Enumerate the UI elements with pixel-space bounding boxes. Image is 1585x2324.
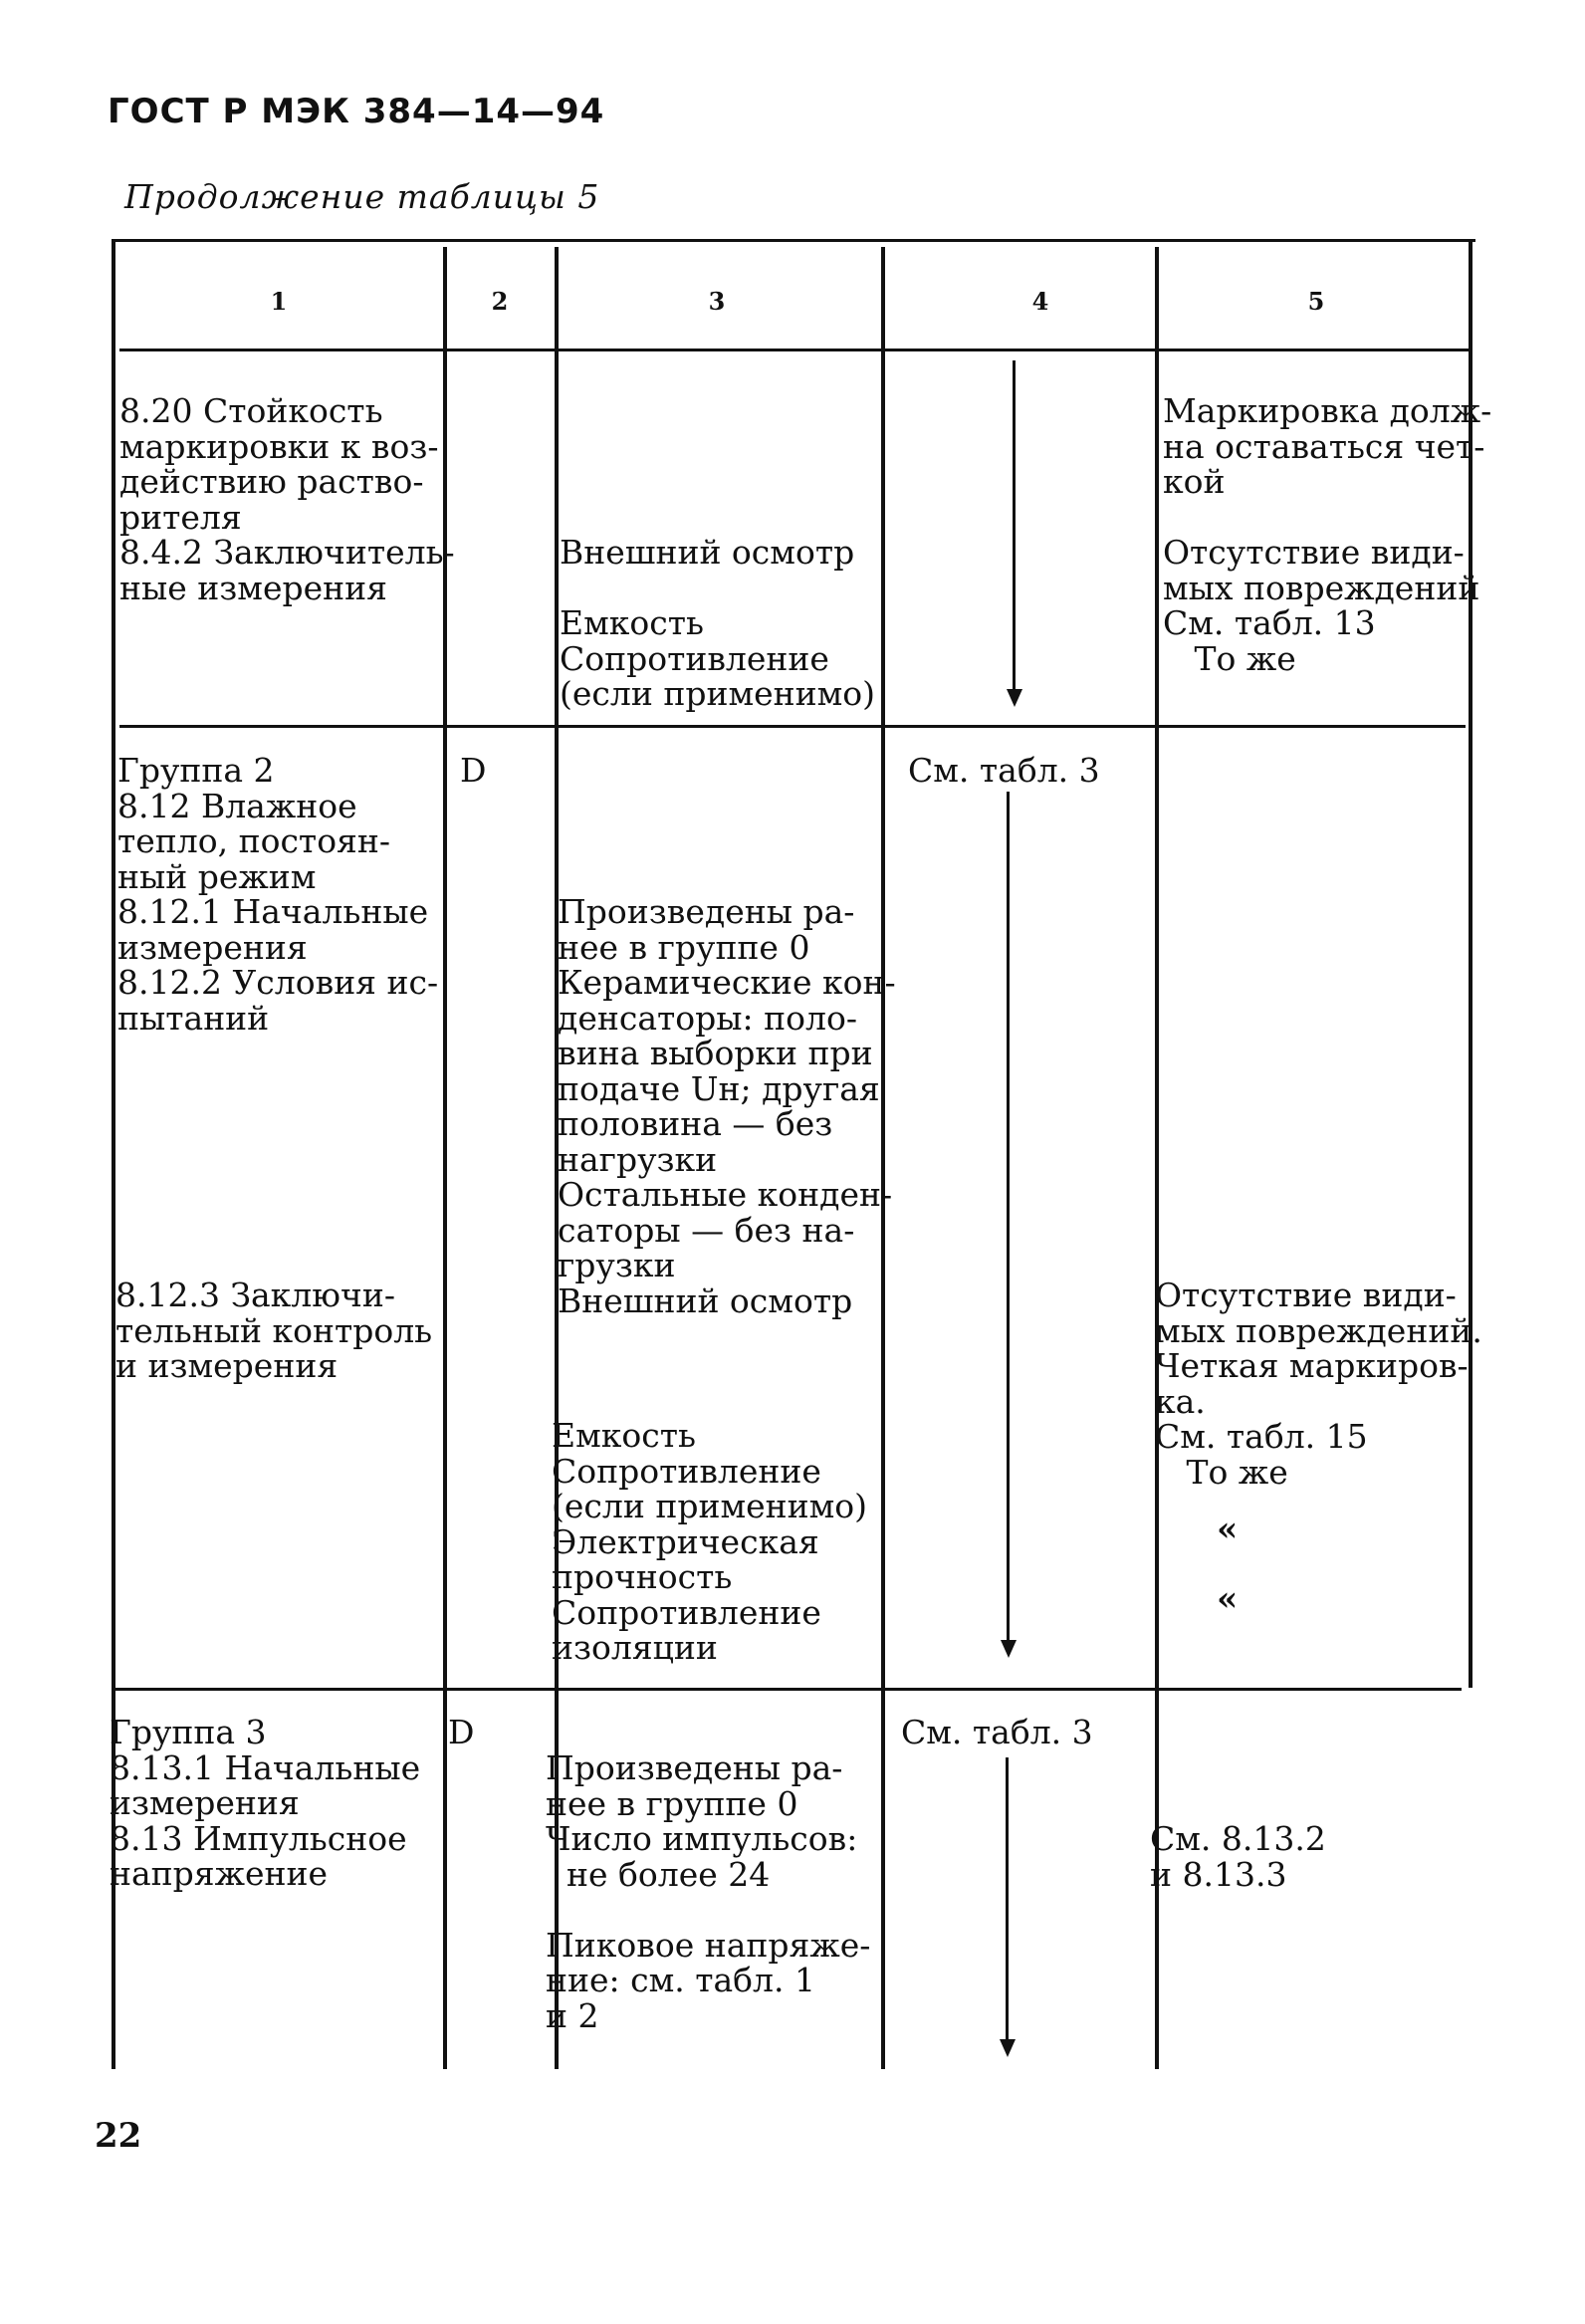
row1-col3-text: Внешний осмотр Емкость Сопротивление (если применимо) bbox=[560, 533, 876, 713]
header-bottom-border bbox=[119, 349, 1469, 351]
row1-bottom-border bbox=[119, 725, 1466, 728]
row3-col5-text: См. 8.13.2 и 8.13.3 bbox=[1150, 1819, 1326, 1894]
column-header-4: 4 bbox=[1031, 287, 1049, 316]
row3-col3-text: Произведены ра- нее в группе 0 Число импульсов: не более 24 Пиковое напряже- ние: см. табл. 1 и 2 bbox=[546, 1748, 871, 2035]
table-caption: Продолжение таблицы 5 bbox=[124, 177, 600, 216]
column-header-2: 2 bbox=[491, 287, 509, 316]
row3-col4-text: См. табл. 3 bbox=[901, 1713, 1093, 1751]
row3-col2-text: D bbox=[448, 1713, 475, 1751]
page-number: 22 bbox=[95, 2116, 142, 2156]
row2-col1-text: Группа 2 8.12 Влажное тепло, постоян- ный режим 8.12.1 Начальные измерения 8.12.2 Условия ис- пытаний bbox=[117, 751, 439, 1038]
column-header-3: 3 bbox=[708, 287, 726, 316]
row2-col4-arrowhead-icon bbox=[1001, 1640, 1017, 1658]
table-top-border bbox=[112, 239, 1475, 242]
row1-col5-text: Маркировка долж- на оставаться чет- кой Отсутствие види- мых повреждений См. табл. 13 То же bbox=[1163, 391, 1492, 678]
row2-col3-text: Произведены ра- нее в группе 0 Керамические кон- денсаторы: поло- вина выборки при подаче Uн; другая половина — без нагрузки Остальные конден- саторы — без на- грузки Внешний осмотр bbox=[558, 892, 896, 1320]
row2-col4-arrow-line bbox=[1007, 792, 1010, 1640]
column-header-5: 5 bbox=[1307, 287, 1325, 316]
row1-col4-arrow-line bbox=[1013, 360, 1016, 689]
row3-col1-text: Группа 3 8.13.1 Начальные измерения 8.13 Импульсное напряжение bbox=[110, 1713, 421, 1893]
row2-col1-text-b: 8.12.3 Заключи- тельный контроль и измерения bbox=[115, 1276, 433, 1385]
row2-col5-ditto-1: « bbox=[1217, 1510, 1239, 1549]
row2-col5-text: Отсутствие види- мых повреждений. Четкая маркиров- ка. См. табл. 15 То же bbox=[1155, 1276, 1482, 1492]
row3-col4-arrowhead-icon bbox=[1000, 2039, 1016, 2057]
row2-col5-ditto-2: « bbox=[1217, 1579, 1239, 1619]
row1-col1-text: 8.20 Стойкость маркировки к воз- действию раство- рителя 8.4.2 Заключитель- ные измерения bbox=[119, 391, 455, 607]
column-divider-4 bbox=[1155, 247, 1159, 2069]
row2-col2-text: D bbox=[460, 751, 487, 790]
document-header: ГОСТ Р МЭК 384—14—94 bbox=[108, 92, 605, 131]
row2-col3-text-b: Емкость Сопротивление (если применимо) Электрическая прочность Сопротивление изоляции bbox=[552, 1416, 868, 1667]
row1-col4-arrowhead-icon bbox=[1007, 689, 1022, 707]
row2-bottom-border bbox=[112, 1688, 1462, 1691]
row3-col4-arrow-line bbox=[1006, 1757, 1009, 2041]
row2-col4-text: См. табл. 3 bbox=[908, 751, 1100, 790]
column-header-1: 1 bbox=[270, 287, 288, 316]
